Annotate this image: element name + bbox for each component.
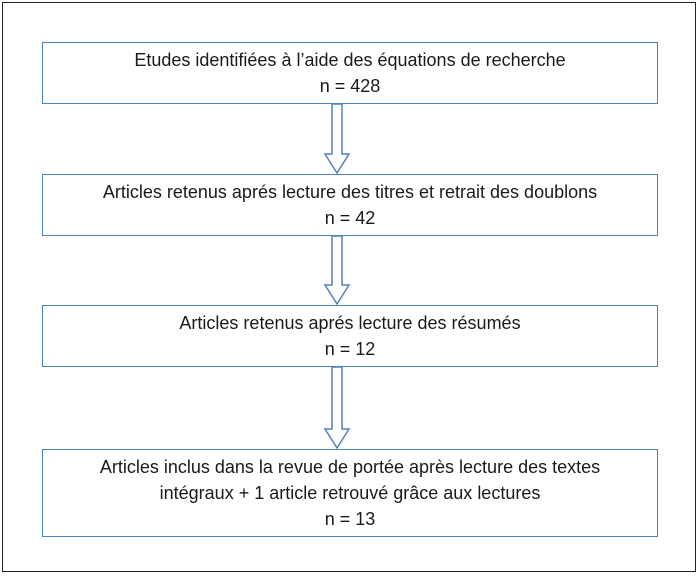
step-text: Etudes identifiées à l’aide des équations de recherche bbox=[134, 50, 566, 70]
step-box-included bbox=[42, 449, 658, 537]
step-count: n = 428 bbox=[319, 76, 381, 96]
step-text: Articles retenus aprés lecture des résumés bbox=[179, 313, 521, 333]
step-count: n = 12 bbox=[324, 339, 376, 359]
down-arrow-icon bbox=[324, 104, 350, 174]
down-arrow-icon bbox=[324, 367, 350, 449]
step-count: n = 13 bbox=[324, 509, 376, 529]
step-count: n = 42 bbox=[324, 208, 376, 228]
down-arrow-icon bbox=[324, 236, 350, 305]
step-text: Articles retenus aprés lecture des titres et retrait des doublons bbox=[102, 182, 598, 202]
step-box-abstracts-screened bbox=[42, 305, 658, 367]
step-text: Articles inclus dans la revue de portée après lecture des textes bbox=[99, 457, 601, 477]
step-text-continued: intégraux + 1 article retrouvé grâce aux lectures bbox=[159, 483, 541, 503]
step-box-titles-screened bbox=[42, 174, 658, 236]
step-box-identified bbox=[42, 42, 658, 104]
